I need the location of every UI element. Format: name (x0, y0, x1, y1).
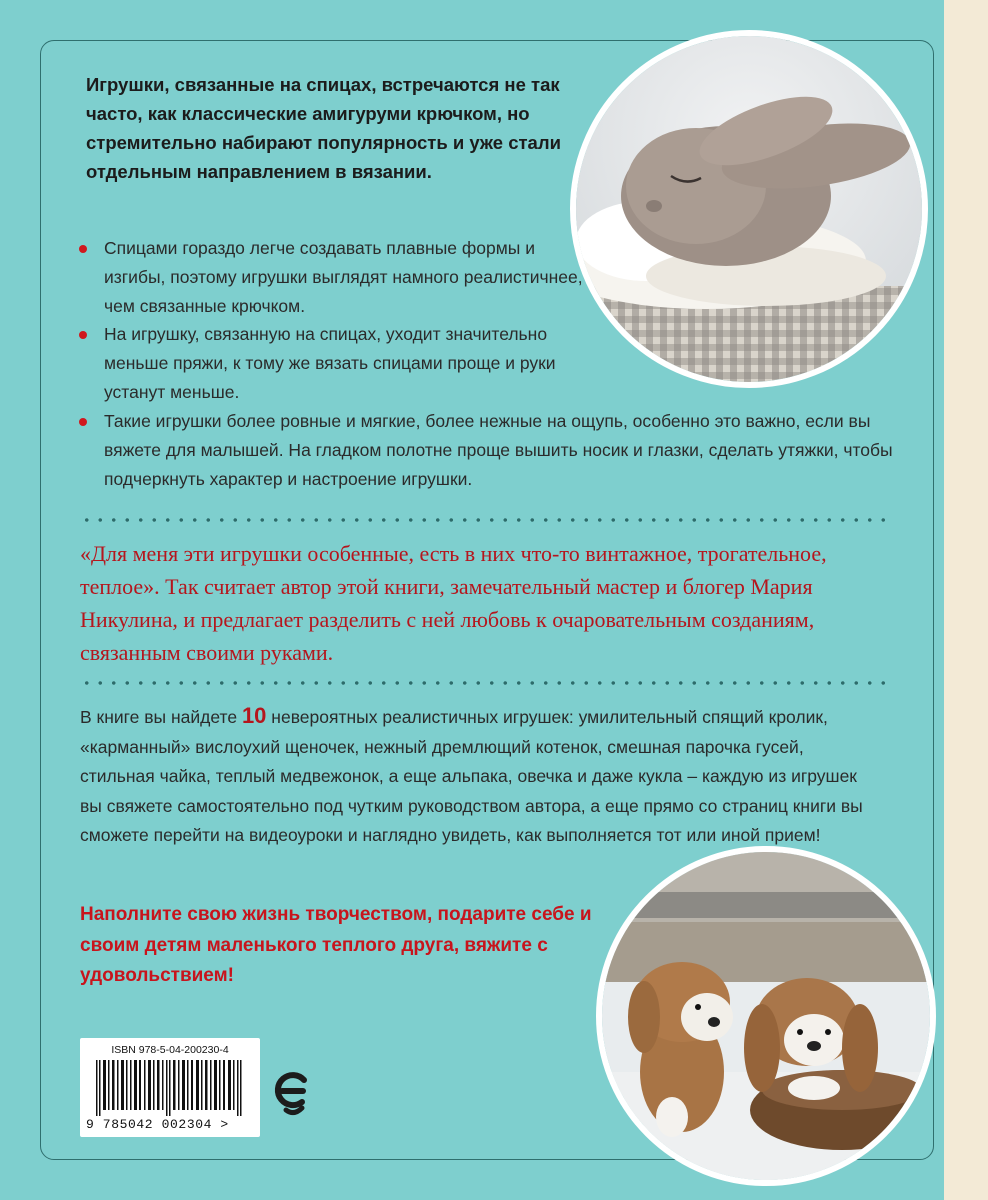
description-prefix: В книге вы найдете (80, 707, 238, 727)
bullet-item-1: Спицами гораздо легче создавать плавные формы и изгибы, поэтому игрушки выглядят намного реалистичнее, чем связанные крючком. (104, 234, 594, 321)
bullet-item-3: Такие игрушки более ровные и мягкие, более нежные на ощупь, особенно это важно, если вы вяжете для малышей. На гладком полотне проще вышить носик и глазки, сделать утяжки, чтобы подчеркнуть характер и настроение игрушки. (104, 407, 904, 494)
bullet-item-2: На игрушку, связанную на спицах, уходит значительно меньше пряжи, к тому же вязать спицами проще и руки устанут меньше. (104, 320, 614, 407)
author-quote: «Для меня эти игрушки особенные, есть в них что-то винтажное, трогательное, теплое». Так считает автор этой книги, замечательный мастер и блогер Мария Никулина, и предлагает разделить с ней любовь к очаровательным созданиям, связанным своими руками. (80, 541, 827, 665)
barcode-bars (92, 1060, 248, 1116)
toy-count-number: 10 (241, 703, 267, 728)
description-suffix: невероятных реалистичных игрушек: умилительный спящий кролик, «карманный» вислоухий щеночек, нежный дремлющий котенок, смешная парочка гусей, стильная чайка, теплый медвежонок, а еще альпака, овечка и даже кукла – каждую из игрушек вы свяжете самостоятельно под чутким руководством автора, а еще прямо со страниц книги вы сможете перейти на видеоуроки и наглядно увидеть, как выполняется тот или иной прием! (80, 707, 863, 845)
bunny-illustration (576, 36, 922, 382)
intro-paragraph: Игрушки, связанные на спицах, встречаются не так часто, как классические амигуруми крючком, но стремительно набирают популярность и уже стали отдельным направлением в вязании. (86, 74, 561, 182)
call-to-action: Наполните свою жизнь творчеством, подарите себе и своим детям маленького теплого друга, вяжите с удовольствием! (80, 904, 592, 986)
puppies-illustration (602, 852, 930, 1180)
dotted-divider-bottom (80, 681, 890, 685)
ean-digits: 9 785042 002304 > (86, 1117, 229, 1132)
puppies-photo (596, 846, 936, 1186)
bunny-photo (570, 30, 928, 388)
barcode-block (80, 1038, 260, 1137)
isbn-label: ISBN 978-5-04-200230-4 (111, 1044, 229, 1056)
book-description (80, 701, 880, 851)
publisher-logo-icon (272, 1064, 312, 1120)
book-spine-strip (944, 0, 988, 1200)
dotted-divider-top (80, 518, 890, 522)
